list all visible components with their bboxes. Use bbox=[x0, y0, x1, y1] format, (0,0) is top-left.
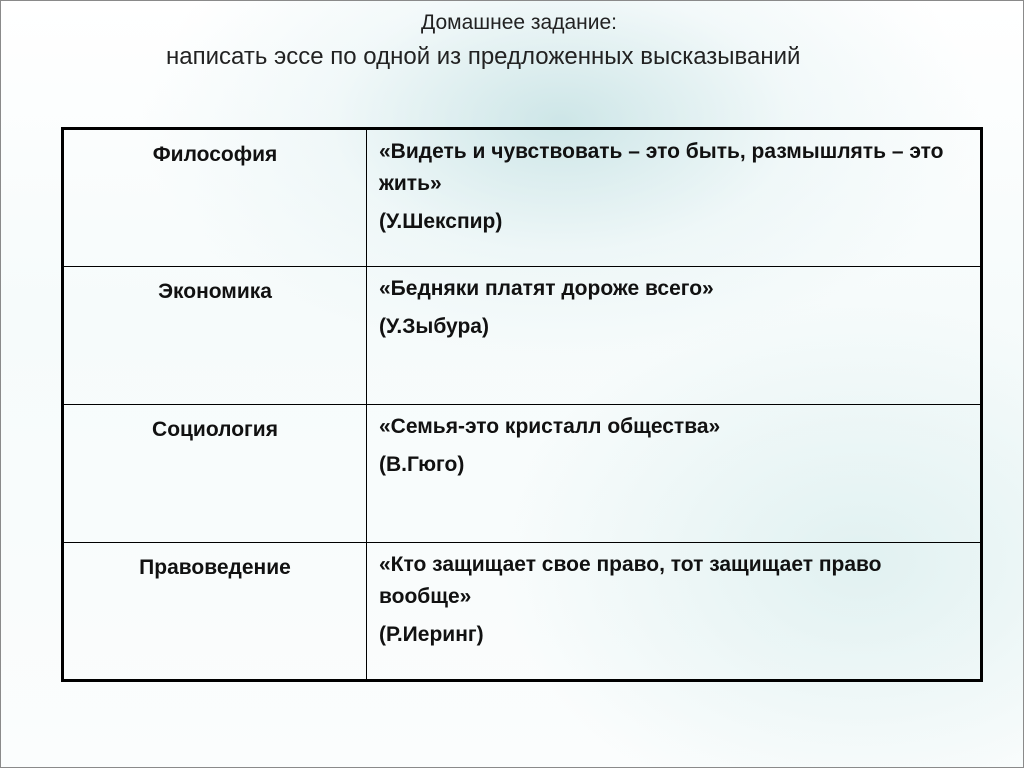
quote-cell bbox=[367, 129, 982, 267]
title-subheading: написать эссе по одной из предложенных высказываний bbox=[166, 43, 801, 70]
subject-cell: Экономика bbox=[63, 267, 367, 405]
subject-cell: Правоведение bbox=[63, 543, 367, 681]
topics-table bbox=[61, 127, 983, 682]
title-heading: Домашнее задание: bbox=[421, 11, 617, 34]
quote-text: «Бедняки платят дороже всего» bbox=[379, 277, 714, 300]
quote-text: «Кто защищает свое право, тот защищает право вообще» bbox=[379, 553, 882, 608]
quote-cell bbox=[367, 405, 982, 543]
quote-author: (В.Гюго) bbox=[379, 453, 465, 476]
table-row bbox=[63, 543, 982, 681]
quote-author: (У.Зыбура) bbox=[379, 315, 489, 338]
quote-cell bbox=[367, 267, 982, 405]
quote-cell bbox=[367, 543, 982, 681]
table-row bbox=[63, 129, 982, 267]
subject-cell: Социология bbox=[63, 405, 367, 543]
table-row bbox=[63, 405, 982, 543]
quote-author: (Р.Иеринг) bbox=[379, 623, 484, 646]
quote-text: «Семья-это кристалл общества» bbox=[379, 415, 721, 438]
subject-cell: Философия bbox=[63, 129, 367, 267]
table-row bbox=[63, 267, 982, 405]
quote-author: (У.Шекспир) bbox=[379, 210, 503, 233]
quote-text: «Видеть и чувствовать – это быть, размышлять – это жить» bbox=[379, 140, 944, 195]
